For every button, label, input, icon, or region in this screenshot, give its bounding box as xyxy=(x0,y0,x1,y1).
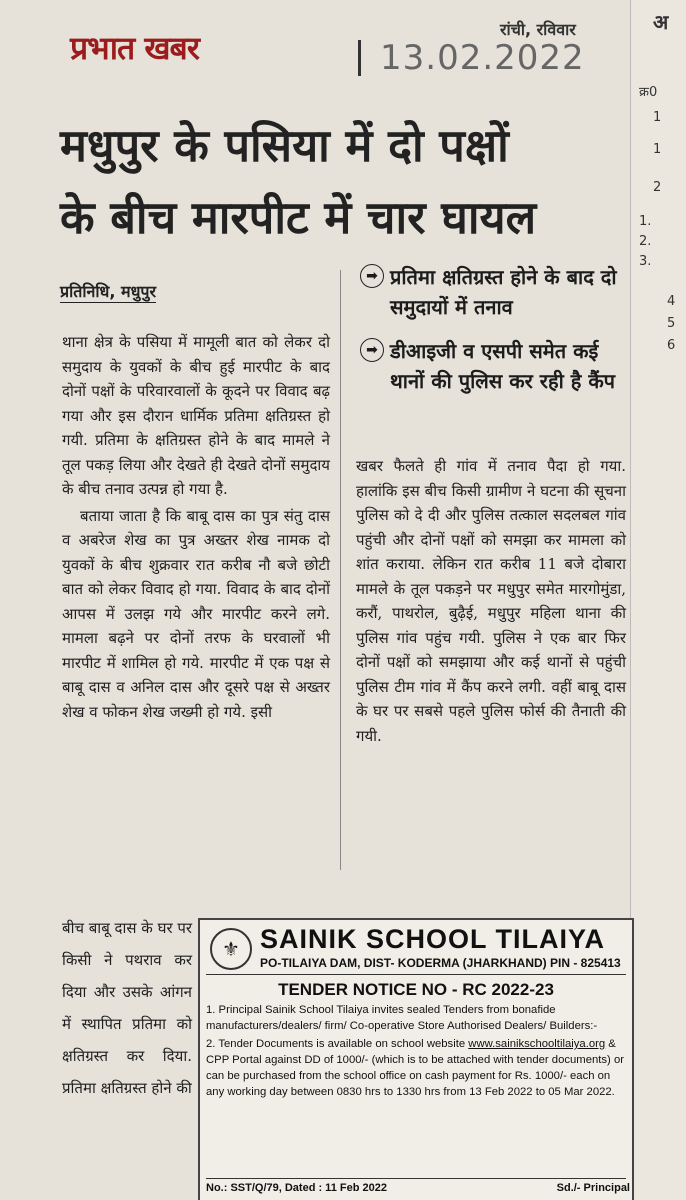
side-strip-text: 6 xyxy=(667,338,676,353)
ad-reference: No.: SST/Q/79, Dated : 11 Feb 2022 xyxy=(206,1182,387,1194)
article-highlights xyxy=(360,262,630,410)
article-paragraph: बीच बाबू दास के घर पर किसी ने पथराव कर दिया और उसके आंगन में स्थापित प्रतिमा को क्षतिग्रस्त कर दिया. प्रतिमा क्षतिग्रस्त होने की xyxy=(62,919,192,1097)
ad-footer xyxy=(206,1182,630,1194)
side-strip-text: 5 xyxy=(667,316,676,331)
ad-body xyxy=(206,1002,630,1102)
tender-notice-ad xyxy=(198,918,634,1200)
article-paragraph: बताया जाता है कि बाबू दास का पुत्र संतु दास व अबरेज शेख का पुत्र अख्तर शेख नामक दो युवकों के बीच शुक्रवार रात करीब नौ बजे छोटी बात को लेकर विवाद हो गया. विवाद के बाद दोनों आपस में उलझ गये और मारपीट करने लगे. मामला बढ़ने पर दोनों तरफ के घरवालों भी मारपीट में शामिल हो गये. मारपीट में एक पक्ष से बाबू दास व अनिल दास और दूसरे पक्ष से अख्तर शेख व फोकन शेख जख्मी हो गये. इसी xyxy=(62,506,330,721)
article-column-3 xyxy=(62,912,192,1106)
tender-point xyxy=(206,1036,630,1100)
ad-signature: Sd./- Principal xyxy=(556,1182,630,1194)
highlight-item xyxy=(360,336,630,396)
highlight-text: डीआइजी व एसपी समेत कई थानों की पुलिस कर रही है कैंप xyxy=(390,339,616,393)
side-strip-text: 4 xyxy=(667,294,676,309)
tender-point-text: 2. Tender Documents is available on school website xyxy=(206,1038,469,1050)
article-byline: प्रतिनिधि, मधुपुर xyxy=(60,282,157,301)
column-rule xyxy=(340,270,341,870)
side-strip-text: 1. xyxy=(639,214,652,229)
side-strip-text: अ xyxy=(653,10,669,34)
article-column-2 xyxy=(356,454,626,750)
headline-line: के बीच मारपीट में चार घायल xyxy=(60,191,537,244)
side-strip-text: 2 xyxy=(653,180,662,195)
tender-number: TENDER NOTICE NO - RC 2022-23 xyxy=(278,980,554,999)
headline-line: मधुपुर के पसिया में दो पक्षों xyxy=(60,119,509,172)
ad-divider xyxy=(206,1178,626,1179)
side-strip-text: 3. xyxy=(639,254,652,269)
tender-point-text: & CPP Portal against DD of 1000/- (which is to be attached with tender documents) or can be purchased from the school office on cash payment for Rs. 1000/- each on any working day between 0830 hrs to 1330 hrs from 13 Feb 2022 to 05 Mar 2022. xyxy=(206,1038,624,1098)
highlight-text: प्रतिमा क्षतिग्रस्त होने के बाद दो समुदायों में तनाव xyxy=(390,265,617,319)
edition-date: 13.02.2022 xyxy=(380,38,585,78)
edition-city-day: रांची, रविवार xyxy=(500,20,576,39)
side-strip-text: 2. xyxy=(639,234,652,249)
school-website-link[interactable]: www.sainikschooltilaiya.org xyxy=(468,1038,606,1050)
article-column-1 xyxy=(62,330,330,726)
school-crest-icon: ⚜ xyxy=(210,928,252,970)
side-strip-text: 1 xyxy=(653,142,662,157)
ad-divider xyxy=(206,974,626,975)
adjacent-column-strip xyxy=(630,0,686,1200)
masthead-divider xyxy=(358,40,361,76)
article-headline xyxy=(60,110,630,254)
ad-title: SAINIK SCHOOL TILAIYA xyxy=(260,924,606,954)
masthead xyxy=(60,14,620,76)
arrow-bullet-icon: ➡ xyxy=(360,264,384,288)
ad-address: PO-TILAIYA DAM, DIST- KODERMA (JHARKHAND) PIN - 825413 xyxy=(260,956,621,970)
tender-point: 1. Principal Sainik School Tilaiya invites sealed Tenders from bonafide manufacturers/dealers/ firm/ Co-operative Store Authorised Dealers/ Builders:- xyxy=(206,1004,598,1032)
article-paragraph: थाना क्षेत्र के पसिया में मामूली बात को लेकर दो समुदाय के युवकों के बीच हुई मारपीट के बाद दोनों पक्षों के परिवारवालों के कूदने पर विवाद बढ़ गया और इस दौरान धार्मिक प्रतिमा क्षतिग्रस्त हो गयी. प्रतिमा के क्षतिग्रस्त होने के बाद मामले ने तूल पकड़ लिया और देखते ही देखते दोनों समुदाय के बीच तनाव उत्पन्न हो गया है. xyxy=(62,333,330,498)
side-strip-text: 1 xyxy=(653,110,662,125)
highlight-item xyxy=(360,262,630,322)
arrow-bullet-icon: ➡ xyxy=(360,338,384,362)
newspaper-logo: प्रभात खबर xyxy=(70,29,199,67)
article-paragraph: खबर फैलते ही गांव में तनाव पैदा हो गया. हालांकि इस बीच किसी ग्रामीण ने घटना की सूचना पुलिस को दे दी और पुलिस तत्काल सदलबल गांव पहुंची और दोनों पक्षों को समझा कर मामला को शांत कराया. लेकिन रात करीब 11 बजे दोबारा मामले के तूल पकड़ने पर मधुपुर समेत मारगोमुंडा, करौं, पाथरोल, बुढ़ैई, मधुपुर महिला थाना की पुलिस गांव पहुंच गयी. पुलिस ने एक बार फिर दोनों पक्षों को समझाया और कई थानों से पहुंची पुलिस टीम गांव में कैंप करने लगी. वहीं बाबू दास के घर पर सबसे पहले पुलिस फोर्स की तैनाती की गयी. xyxy=(356,457,626,745)
side-strip-text: क्र0 xyxy=(639,85,658,100)
